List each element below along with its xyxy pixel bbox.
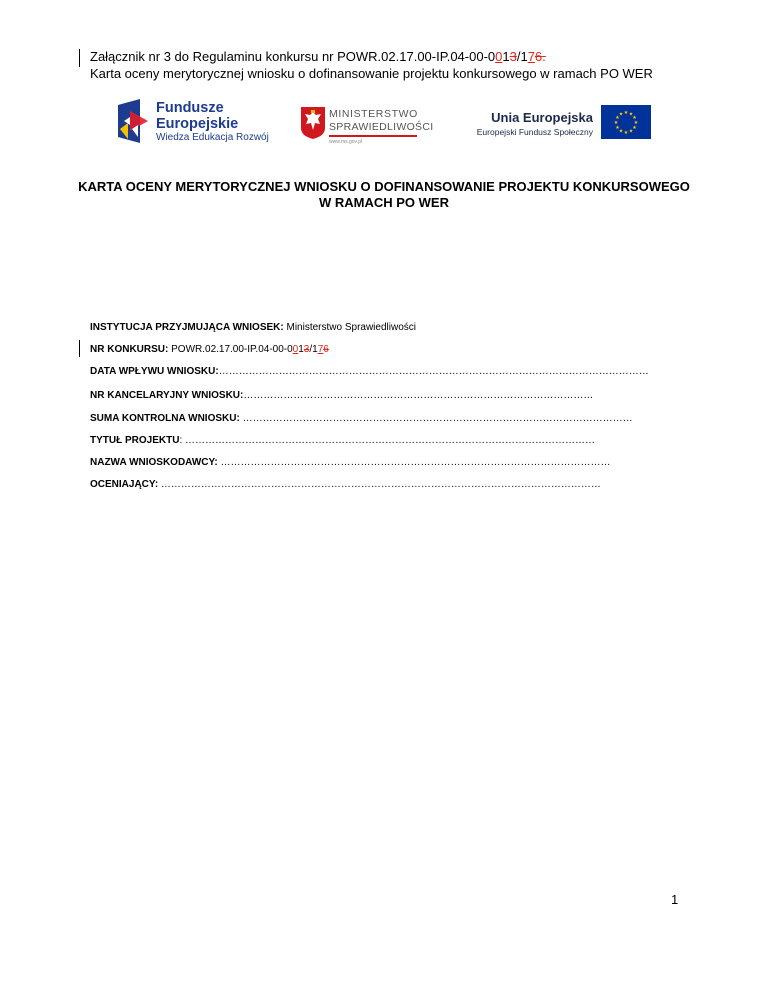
- field-evaluator: [90, 478, 601, 491]
- field-label: DATA WPŁYWU WNIOSKU:: [90, 366, 219, 377]
- svg-text:★: ★: [618, 111, 624, 118]
- revision-deleted: 6: [323, 344, 329, 355]
- field-label: OCENIAJĄCY:: [90, 479, 159, 490]
- page-number: 1: [671, 892, 679, 907]
- svg-text:★: ★: [628, 111, 634, 118]
- header-line-1: [90, 49, 546, 65]
- logo-text: MINISTERSTWO: [329, 108, 418, 120]
- unia-europejska-logo: [470, 104, 651, 140]
- field-chancellery-number: [90, 389, 593, 402]
- document-title-line: KARTA OCENY MERYTORYCZNEJ WNIOSKU O DOFINANSOWANIE PROJEKTU KONKURSOWEGO: [78, 179, 690, 194]
- document-title: [70, 179, 698, 211]
- revision-change-bar: [79, 340, 80, 357]
- field-contest-number: [90, 343, 329, 356]
- field-label: TYTUŁ PROJEKTU: [90, 435, 180, 446]
- logo-text: Unia Europejska: [491, 110, 593, 125]
- field-value: /1: [309, 344, 318, 355]
- field-blank: ………………………………………………………………………………………………………: [239, 413, 633, 424]
- field-blank: ……………………………………………………………………………………………………………………: [158, 479, 601, 490]
- fundusze-europejskie-logo: [118, 99, 269, 143]
- field-blank: : ……………………………………………………………………………………………………………: [179, 435, 596, 446]
- logo-text: Wiedza Edukacja Rozwój: [156, 132, 269, 143]
- field-value: 1: [298, 344, 304, 355]
- field-label: NAZWA WNIOSKODAWCY:: [90, 457, 218, 468]
- revision-inserted: 7: [527, 49, 535, 64]
- fundusze-europejskie-icon: [118, 99, 152, 143]
- field-value: POWR.02.17.00-IP.04-00-0: [168, 344, 293, 355]
- svg-text:★: ★: [633, 120, 639, 126]
- field-label: SUMA KONTROLNA WNIOSKU:: [90, 413, 240, 424]
- logo-text: SPRAWIEDLIWOŚCI: [329, 121, 434, 133]
- revision-inserted: 0: [495, 49, 503, 64]
- header-text: Załącznik nr 3 do Regulaminu konkursu nr POWR.02.17.00-IP.04-00-0: [90, 49, 496, 64]
- field-institution: [90, 321, 416, 334]
- revision-inserted: 0: [292, 344, 299, 355]
- ministerstwo-sprawiedliwosci-logo: [300, 104, 434, 146]
- header-line-2: Karta oceny merytorycznej wniosku o dofinansowanie projektu konkursowego w ramach PO WER: [90, 66, 653, 81]
- field-project-title: [90, 434, 595, 447]
- svg-text:★: ★: [615, 125, 620, 131]
- svg-text:★: ★: [632, 115, 637, 121]
- field-label: INSTYTUCJA PRZYJMUJĄCA WNIOSEK:: [90, 322, 284, 333]
- polish-eagle-icon: [300, 106, 326, 140]
- field-checksum: [90, 412, 633, 425]
- logo-text: Europejskie: [156, 116, 239, 132]
- header-text: 1: [502, 49, 510, 64]
- field-label: NR KANCELARYJNY WNIOSKU:: [90, 390, 244, 401]
- field-blank: ………………………………………………………………………………………………………: [217, 457, 611, 468]
- revision-deleted: 6: [534, 49, 543, 64]
- revision-deleted: .: [542, 49, 546, 64]
- field-blank: …………………………………………………………………………………………………………………: [218, 366, 649, 377]
- field-receipt-date: [90, 365, 649, 378]
- header-text: /1: [516, 49, 528, 64]
- svg-text:★: ★: [615, 115, 620, 121]
- svg-text:★: ★: [618, 128, 624, 135]
- logo-text: Fundusze: [156, 100, 224, 116]
- field-applicant-name: [90, 456, 611, 469]
- revision-inserted: 7: [317, 344, 324, 355]
- revision-deleted: 3: [303, 344, 310, 355]
- logo-text: Europejski Fundusz Społeczny: [476, 127, 593, 137]
- revision-deleted: 3: [509, 49, 517, 64]
- logo-text: www.ms.gov.pl: [329, 139, 362, 145]
- document-title-line: W RAMACH PO WER: [319, 195, 449, 210]
- svg-text:★: ★: [613, 120, 619, 126]
- svg-text:★: ★: [628, 128, 634, 135]
- svg-text:★: ★: [623, 130, 629, 136]
- field-label: NR KONKURSU:: [90, 344, 169, 355]
- svg-text:★: ★: [623, 110, 629, 116]
- svg-text:★: ★: [632, 125, 637, 131]
- field-blank: ……………………………………………………………………………………………: [243, 390, 594, 401]
- logo-underline: [329, 135, 417, 137]
- revision-change-bar: [79, 49, 80, 67]
- eu-flag-icon: [601, 105, 651, 139]
- field-value: Ministerstwo Sprawiedliwości: [283, 322, 416, 333]
